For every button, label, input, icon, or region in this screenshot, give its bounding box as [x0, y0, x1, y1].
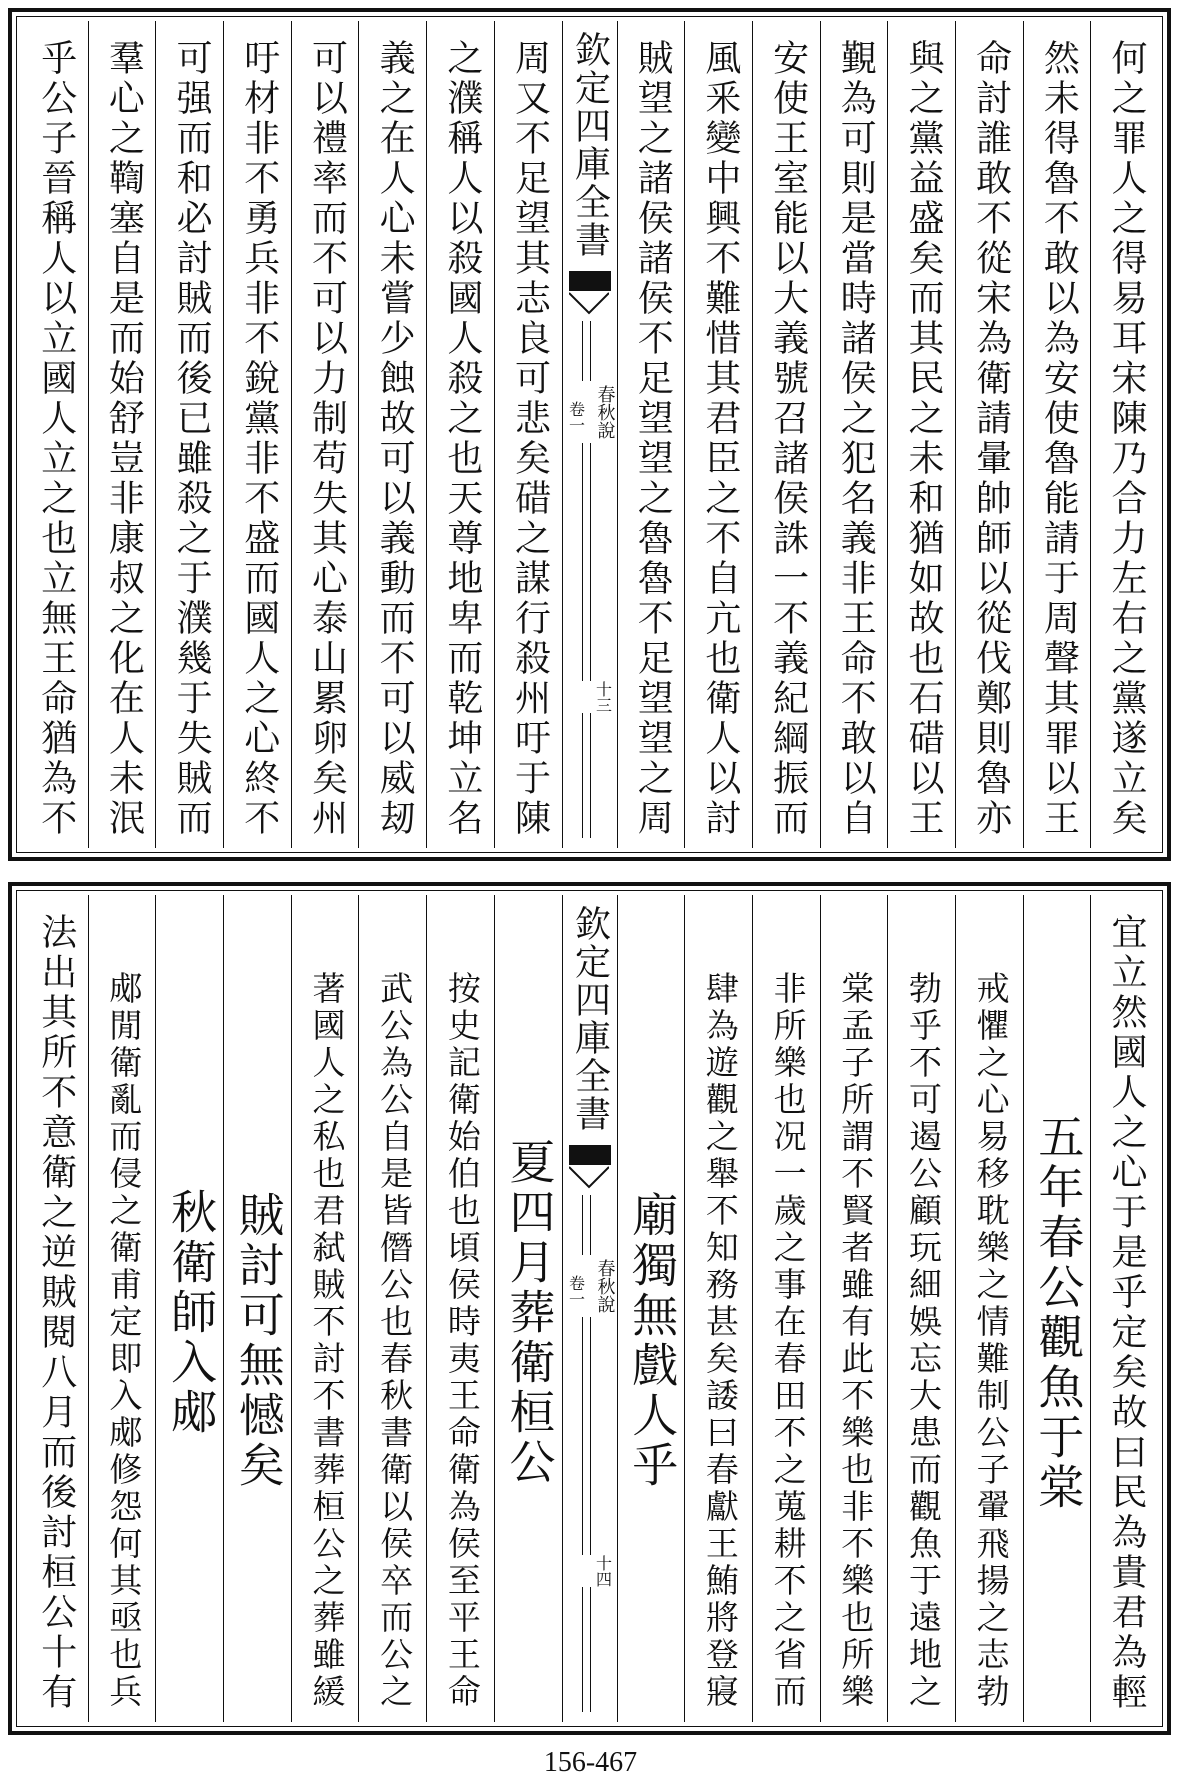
page-number: 156-467	[543, 1747, 638, 1778]
text-column: 可强而和必討賊而後已雖殺之于濮幾于失賊而	[155, 21, 223, 848]
text-column: 之濮稱人以殺國人殺之也天尊地卑而乾坤立名	[426, 21, 494, 848]
text-column: 乎公子晉稱人以立國人立之也立無王命猶為不	[35, 38, 77, 839]
text-column: 廟獨無戲人乎	[617, 895, 685, 1722]
text-column: 戒懼之心易移耽樂之情難制公子翬飛揚之志勃	[955, 895, 1023, 1722]
text-column: 羣心之鞫塞自是而始舒豈非康叔之化在人未泯	[88, 21, 156, 848]
text-column: 何之罪人之得易耳宋陳乃合力左右之黨遂立矣	[1090, 21, 1158, 848]
upper-leaf	[8, 8, 1171, 861]
text-column: 覲為可則是當時諸侯之犯名義非王命不敢以自	[820, 21, 888, 848]
fish-tail-chevron-icon	[569, 291, 609, 325]
fish-tail-mark-icon	[569, 271, 611, 291]
volume-label: 卷一	[563, 1275, 585, 1307]
lower-leaf	[8, 882, 1171, 1735]
book-title: 春秋說	[565, 381, 615, 443]
text-column: 棠孟子所謂不賢者雖有此不樂也非不樂也所樂	[820, 895, 888, 1722]
text-column: 賊討可無憾矣	[223, 895, 291, 1722]
text-column: 宜立然國人之心于是乎定矣故曰民為貴君為輕	[1090, 895, 1158, 1722]
text-column: 按史記衛始伯也頃侯時夷王命衛為侯至平王命	[426, 895, 494, 1722]
text-column: 武公為公自是皆僭公也春秋書衛以侯卒而公之	[358, 895, 426, 1722]
leaf-page-number: 十四	[567, 1555, 613, 1587]
text-column: 安使王室能以大義號召諸侯誅一不義紀綱振而	[752, 21, 820, 848]
text-column: 賊望之諸侯諸侯不足望望之魯魯不足望望之周	[617, 21, 685, 848]
center-fold-column	[562, 21, 617, 848]
text-column: 非所樂也况一歲之事在春田不之蒐耕不之省而	[752, 895, 820, 1722]
collection-title: 欽定四庫全書	[569, 31, 611, 259]
center-fold-column	[562, 895, 617, 1722]
text-column: 郕閒衛亂而侵之衛甫定即入郕修怨何其亟也兵	[88, 895, 156, 1722]
volume-label: 卷一	[563, 401, 585, 433]
leaf-page-number: 十三	[567, 681, 613, 713]
text-column: 著國人之私也君弑賊不討不書葬桓公之葬雖緩	[291, 895, 359, 1722]
fish-tail-mark-icon	[569, 1145, 611, 1165]
text-column: 與之黨益盛矣而其民之未和猶如故也石碏以王	[887, 21, 955, 848]
text-column: 吁材非不勇兵非不銳黨非不盛而國人之心終不	[223, 21, 291, 848]
book-title: 春秋說	[565, 1255, 615, 1317]
text-column: 秋衛師入郕	[155, 895, 223, 1722]
text-column: 五年春公觀魚于棠	[1023, 895, 1091, 1722]
collection-title: 欽定四庫全書	[569, 905, 611, 1133]
text-column: 肆為遊觀之舉不知務甚矣諉曰春獻王鮪將登寢	[684, 895, 752, 1722]
text-column: 風釆變中興不難惜其君臣之不自亢也衛人以討	[684, 21, 752, 848]
upper-leaf-columns	[21, 21, 1158, 848]
text-column: 夏四月葬衛桓公	[494, 895, 562, 1722]
text-column: 周又不足望其志良可悲矣碏之謀行殺州吁于陳	[494, 21, 562, 848]
text-column: 義之在人心未嘗少蝕故可以義動而不可以威刼	[358, 21, 426, 848]
lower-leaf-columns	[21, 895, 1158, 1722]
text-column: 然未得魯不敢以為安使魯能請于周聲其罪以王	[1023, 21, 1091, 848]
text-column: 法出其所不意衛之逆賊閱八月而後討桓公十有	[35, 912, 77, 1713]
text-column: 勃乎不可遏公顧玩細娛忘大患而觀魚于遠地之	[887, 895, 955, 1722]
text-column: 命討誰敢不從宋為衛請暈帥師以從伐鄭則魯亦	[955, 21, 1023, 848]
text-column: 可以禮率而不可以力制苟失其心泰山累卵矣州	[291, 21, 359, 848]
fish-tail-chevron-icon	[569, 1165, 609, 1199]
